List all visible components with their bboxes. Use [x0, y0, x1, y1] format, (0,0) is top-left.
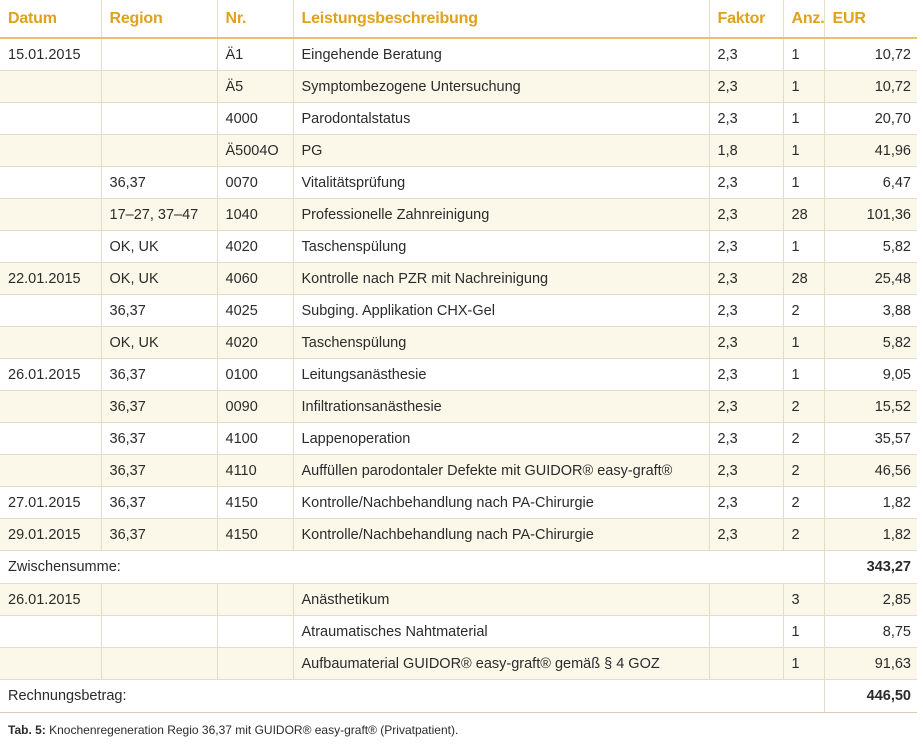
cell-region: 36,37 — [101, 455, 217, 487]
column-header-nr: Nr. — [217, 0, 293, 38]
table-row — [0, 135, 917, 167]
cell-datum — [0, 327, 101, 359]
table-row — [0, 616, 917, 648]
cell-anz: 1 — [783, 359, 824, 391]
table-row — [0, 199, 917, 231]
cell-nr — [217, 616, 293, 648]
cell-nr: 4110 — [217, 455, 293, 487]
cell-anz: 1 — [783, 231, 824, 263]
cell-anz: 1 — [783, 327, 824, 359]
cell-datum — [0, 71, 101, 103]
cell-anz: 2 — [783, 455, 824, 487]
cell-faktor: 2,3 — [709, 231, 783, 263]
cell-region — [101, 648, 217, 680]
cell-leistung: Lappenoperation — [293, 423, 709, 455]
table-row — [0, 71, 917, 103]
cell-leistung: Leitungsanästhesie — [293, 359, 709, 391]
cell-faktor: 2,3 — [709, 103, 783, 135]
table-body — [0, 38, 917, 713]
cell-region — [101, 103, 217, 135]
cell-anz: 28 — [783, 263, 824, 295]
caption-text: Knochenregeneration Regio 36,37 mit GUIDOR® easy-graft® (Privatpatient). — [45, 723, 459, 737]
cell-datum — [0, 135, 101, 167]
cell-region: 36,37 — [101, 423, 217, 455]
cell-nr: 4000 — [217, 103, 293, 135]
cell-anz: 2 — [783, 519, 824, 551]
cell-nr: Ä5 — [217, 71, 293, 103]
cell-anz: 1 — [783, 71, 824, 103]
cell-eur: 35,57 — [824, 423, 917, 455]
cell-nr: 0100 — [217, 359, 293, 391]
cell-anz: 1 — [783, 135, 824, 167]
cell-eur: 101,36 — [824, 199, 917, 231]
cell-faktor: 2,3 — [709, 391, 783, 423]
cell-region: OK, UK — [101, 231, 217, 263]
cell-leistung: Atraumatisches Nahtmaterial — [293, 616, 709, 648]
cell-leistung: Taschenspülung — [293, 327, 709, 359]
cell-nr: 4025 — [217, 295, 293, 327]
cell-anz: 1 — [783, 648, 824, 680]
cell-anz: 1 — [783, 616, 824, 648]
cell-faktor: 2,3 — [709, 263, 783, 295]
cell-datum — [0, 616, 101, 648]
cell-nr: Ä5004O — [217, 135, 293, 167]
cell-eur: 9,05 — [824, 359, 917, 391]
table-row — [0, 648, 917, 680]
cell-anz: 1 — [783, 103, 824, 135]
cell-leistung: Infiltrationsanästhesie — [293, 391, 709, 423]
cell-eur: 91,63 — [824, 648, 917, 680]
cell-leistung: Symptombezogene Untersuchung — [293, 71, 709, 103]
table-row — [0, 359, 917, 391]
cell-region: 36,37 — [101, 295, 217, 327]
cell-faktor: 2,3 — [709, 295, 783, 327]
cell-anz: 3 — [783, 584, 824, 616]
cell-faktor — [709, 648, 783, 680]
cell-region — [101, 38, 217, 71]
cell-nr: 1040 — [217, 199, 293, 231]
cell-region: OK, UK — [101, 263, 217, 295]
cell-region: 17–27, 37–47 — [101, 199, 217, 231]
cell-faktor: 2,3 — [709, 38, 783, 71]
table-row — [0, 103, 917, 135]
cell-region: 36,37 — [101, 359, 217, 391]
cell-faktor: 2,3 — [709, 455, 783, 487]
cell-leistung: Aufbaumaterial GUIDOR® easy-graft® gemäß § 4 GOZ — [293, 648, 709, 680]
cell-eur: 10,72 — [824, 38, 917, 71]
cell-leistung: Auffüllen parodontaler Defekte mit GUIDOR® easy-graft® — [293, 455, 709, 487]
cell-eur: 15,52 — [824, 391, 917, 423]
cell-faktor: 2,3 — [709, 327, 783, 359]
cell-region — [101, 616, 217, 648]
cell-eur: 2,85 — [824, 584, 917, 616]
cell-region: 36,37 — [101, 391, 217, 423]
table-caption — [8, 723, 458, 737]
cell-region: 36,37 — [101, 487, 217, 519]
cell-faktor: 2,3 — [709, 71, 783, 103]
cell-leistung: Parodontalstatus — [293, 103, 709, 135]
table-row — [0, 455, 917, 487]
cell-nr: 4100 — [217, 423, 293, 455]
cell-region — [101, 71, 217, 103]
subtotal-row-value: 343,27 — [824, 551, 917, 584]
cell-anz: 1 — [783, 167, 824, 199]
cell-nr: 4150 — [217, 487, 293, 519]
table-row — [0, 391, 917, 423]
cell-datum: 26.01.2015 — [0, 359, 101, 391]
cell-leistung: Subging. Applikation CHX-Gel — [293, 295, 709, 327]
cell-anz: 28 — [783, 199, 824, 231]
cell-datum: 15.01.2015 — [0, 38, 101, 71]
table-row — [0, 423, 917, 455]
cell-region: OK, UK — [101, 327, 217, 359]
column-header-anz: Anz. — [783, 0, 824, 38]
cell-faktor: 1,8 — [709, 135, 783, 167]
cell-faktor: 2,3 — [709, 199, 783, 231]
cell-faktor: 2,3 — [709, 423, 783, 455]
table-header — [0, 0, 917, 38]
cell-eur: 3,88 — [824, 295, 917, 327]
cell-datum: 26.01.2015 — [0, 584, 101, 616]
cell-leistung: PG — [293, 135, 709, 167]
column-header-datum: Datum — [0, 0, 101, 38]
cell-faktor: 2,3 — [709, 519, 783, 551]
cell-region: 36,37 — [101, 519, 217, 551]
cell-datum: 27.01.2015 — [0, 487, 101, 519]
cell-leistung: Kontrolle/Nachbehandlung nach PA-Chirurgie — [293, 487, 709, 519]
cell-anz: 2 — [783, 487, 824, 519]
cell-datum — [0, 455, 101, 487]
column-header-region: Region — [101, 0, 217, 38]
cell-datum — [0, 103, 101, 135]
cell-datum: 22.01.2015 — [0, 263, 101, 295]
cell-nr: 4020 — [217, 327, 293, 359]
cell-leistung: Kontrolle/Nachbehandlung nach PA-Chirurgie — [293, 519, 709, 551]
cell-nr: 0070 — [217, 167, 293, 199]
cell-region: 36,37 — [101, 167, 217, 199]
table-row — [0, 263, 917, 295]
cell-nr: 4020 — [217, 231, 293, 263]
total-row — [0, 680, 917, 713]
total-row-value: 446,50 — [824, 680, 917, 713]
table-row — [0, 295, 917, 327]
cell-faktor: 2,3 — [709, 359, 783, 391]
cell-datum: 29.01.2015 — [0, 519, 101, 551]
cell-anz: 2 — [783, 423, 824, 455]
cell-datum — [0, 391, 101, 423]
cell-faktor — [709, 616, 783, 648]
cell-anz: 2 — [783, 295, 824, 327]
cell-eur: 25,48 — [824, 263, 917, 295]
cell-eur: 1,82 — [824, 487, 917, 519]
subtotal-row — [0, 551, 917, 584]
cell-nr: 4060 — [217, 263, 293, 295]
cell-region — [101, 135, 217, 167]
cell-nr: 0090 — [217, 391, 293, 423]
cell-faktor: 2,3 — [709, 487, 783, 519]
column-header-eur: EUR — [824, 0, 917, 38]
cell-nr: Ä1 — [217, 38, 293, 71]
subtotal-row-label: Zwischensumme: — [0, 551, 824, 584]
cell-faktor — [709, 584, 783, 616]
cell-leistung: Anästhetikum — [293, 584, 709, 616]
cell-datum — [0, 231, 101, 263]
cell-faktor: 2,3 — [709, 167, 783, 199]
cell-anz: 1 — [783, 38, 824, 71]
cell-eur: 5,82 — [824, 327, 917, 359]
cell-eur: 46,56 — [824, 455, 917, 487]
table-row — [0, 231, 917, 263]
cell-leistung: Taschenspülung — [293, 231, 709, 263]
table-row — [0, 38, 917, 71]
cell-nr — [217, 648, 293, 680]
cell-nr: 4150 — [217, 519, 293, 551]
cell-datum — [0, 167, 101, 199]
table-row — [0, 327, 917, 359]
cell-eur: 6,47 — [824, 167, 917, 199]
cell-region — [101, 584, 217, 616]
table-row — [0, 487, 917, 519]
cell-anz: 2 — [783, 391, 824, 423]
table-row — [0, 519, 917, 551]
cell-eur: 1,82 — [824, 519, 917, 551]
table-row — [0, 167, 917, 199]
column-header-leistung: Leistungsbeschreibung — [293, 0, 709, 38]
cell-datum — [0, 295, 101, 327]
cell-datum — [0, 423, 101, 455]
table-row — [0, 584, 917, 616]
cell-nr — [217, 584, 293, 616]
cell-eur: 8,75 — [824, 616, 917, 648]
cell-leistung: Professionelle Zahnreinigung — [293, 199, 709, 231]
column-header-faktor: Faktor — [709, 0, 783, 38]
cell-eur: 10,72 — [824, 71, 917, 103]
cell-eur: 20,70 — [824, 103, 917, 135]
caption-label: Tab. 5: — [8, 723, 46, 737]
cell-leistung: Kontrolle nach PZR mit Nachreinigung — [293, 263, 709, 295]
cell-datum — [0, 648, 101, 680]
cell-leistung: Eingehende Beratung — [293, 38, 709, 71]
total-row-label: Rechnungsbetrag: — [0, 680, 824, 713]
cell-eur: 5,82 — [824, 231, 917, 263]
cell-datum — [0, 199, 101, 231]
cell-eur: 41,96 — [824, 135, 917, 167]
cell-leistung: Vitalitätsprüfung — [293, 167, 709, 199]
